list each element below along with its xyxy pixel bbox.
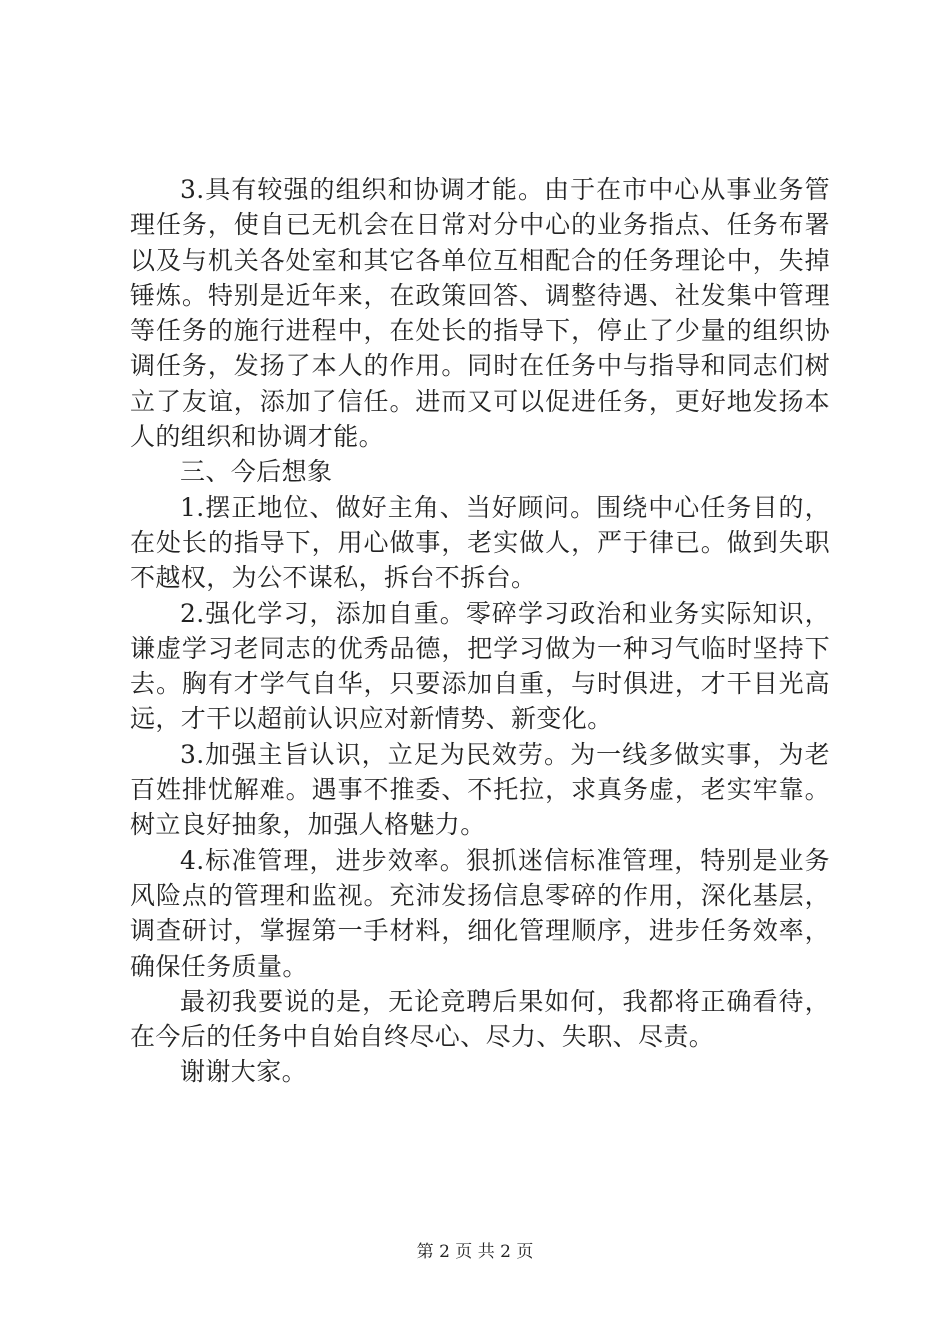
- paragraph-closing: 最初我要说的是，无论竞聘后果如何，我都将正确看待，在今后的任务中自始自终尽心、尽力、失职、尽责。: [130, 986, 830, 1052]
- paragraph-plan-2: 2.强化学习，添加自重。零碎学习政治和业务实际知识，谦虚学习老同志的优秀品德，把学习做为一种习气临时坚持下去。胸有才学气自华，只要添加自重，与时俱进，才干目光高远，才干以超前认识应对新情势、新变化。: [130, 598, 830, 734]
- paragraph-plan-3: 3.加强主旨认识，立足为民效劳。为一线多做实事，为老百姓排忧解难。遇事不推委、不托拉，求真务虚，老实牢靠。树立良好抽象，加强人格魅力。: [130, 739, 830, 840]
- page-number-footer: 第 2 页 共 2 页: [416, 1242, 534, 1262]
- paragraph-coordination-ability: 3.具有较强的组织和协调才能。由于在市中心从事业务管理任务，使自已无机会在日常对分中心的业务指点、任务布署以及与机关各处室和其它各单位互相配合的任务理论中，失掉锤炼。特别是近年来，在政策回答、调整待遇、社发集中管理等任务的施行进程中，在处长的指导下，停止了少量的组织协调任务，发扬了本人的作用。同时在任务中与指导和同志们树立了友谊，添加了信任。进而又可以促进任务，更好地发扬本人的组织和协调才能。: [130, 175, 830, 452]
- paragraph-thanks: 谢谢大家。: [180, 1057, 308, 1087]
- document-body: [130, 172, 830, 1090]
- paragraph-plan-4: 4.标准管理，进步效率。狠抓迷信标准管理，特别是业务风险点的管理和监视。充沛发扬信息零碎的作用，深化基层，调查研讨，掌握第一手材料，细化管理顺序，进步任务效率，确保任务质量。: [130, 845, 830, 981]
- section-heading-future-plans: 三、今后想象: [180, 457, 333, 487]
- paragraph-plan-1: 1.摆正地位、做好主角、当好顾问。围绕中心任务目的，在处长的指导下，用心做事，老实做人，严于律已。做到失职不越权，为公不谋私，拆台不拆台。: [130, 492, 830, 593]
